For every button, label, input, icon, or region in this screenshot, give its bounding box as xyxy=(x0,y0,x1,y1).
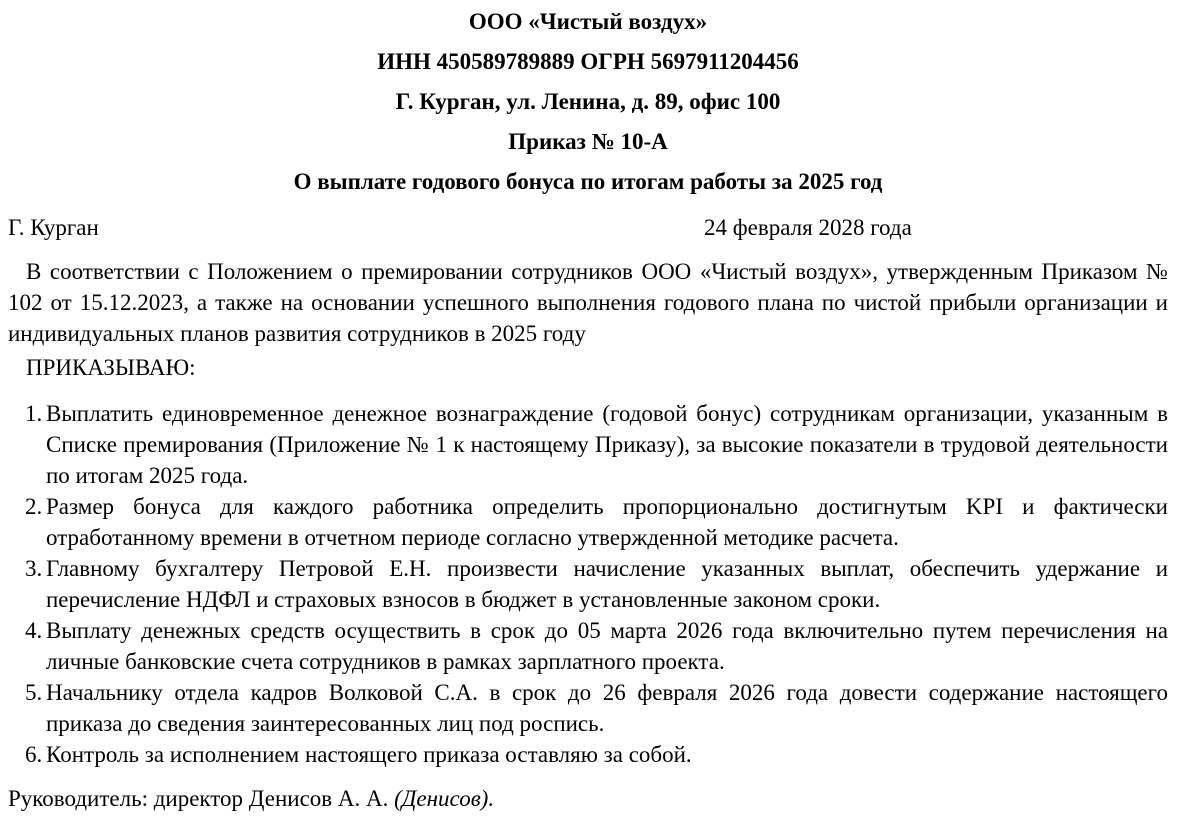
company-address: Г. Курган, ул. Ленина, д. 89, офис 100 xyxy=(395,89,781,114)
order-number: Приказ № 10-А xyxy=(508,129,668,154)
signature-line xyxy=(8,783,1168,814)
order-item-6: Контроль за исполнением настоящего приказа оставляю за собой. xyxy=(46,742,692,767)
preamble-paragraph: В соответствии с Положением о премировании сотрудников ООО «Чистый воздух», утвержденным Приказом № 102 от 15.12.2023, а также на основании успешного выполнения годового плана по чистой прибыли организации и индивидуальных планов развития сотрудников в 2025 году xyxy=(8,259,1168,346)
directive-heading: ПРИКАЗЫВАЮ: xyxy=(26,355,196,380)
order-item-5: Начальнику отдела кадров Волковой С.А. в срок до 26 февраля 2026 года довести содержание настоящего приказа до сведения заинтересованных лиц под роспись. xyxy=(46,680,1168,736)
place-date-row xyxy=(8,212,1168,244)
company-registration: ИНН 450589789889 ОГРН 5697911204456 xyxy=(377,49,799,74)
order-item-2: Размер бонуса для каждого работника определить пропорционально достигнутым KPI и фактически отработанному времени в отчетном периоде согласно утвержденной методике расчета. xyxy=(46,494,1168,550)
signature-prefix: Руководитель: директор Денисов А. А. xyxy=(8,786,389,811)
company-name: ООО «Чистый воздух» xyxy=(468,9,708,34)
order-item-1: Выплатить единовременное денежное вознаграждение (годовой бонус) сотрудникам организации, указанным в Списке премирования (Приложение № 1 к настоящему Приказу), за высокие показатели в трудовой деятельности по итогам 2025 года. xyxy=(46,401,1168,488)
place-city: Г. Курган xyxy=(8,215,99,240)
order-item-3: Главному бухгалтеру Петровой Е.Н. произвести начисление указанных выплат, обеспечить удержание и перечисление НДФЛ и страховых взносов в бюджет в установленные законом сроки. xyxy=(46,556,1168,612)
order-subject: О выплате годового бонуса по итогам работы за 2025 год xyxy=(293,169,883,194)
order-date: 24 февраля 2028 года xyxy=(704,215,912,240)
order-item-4: Выплату денежных средств осуществить в срок до 05 марта 2026 года включительно путем перечисления на личные банковские счета сотрудников в рамках зарплатного проекта. xyxy=(46,618,1168,674)
signature-name-italic: (Денисов). xyxy=(394,786,495,811)
order-items-list xyxy=(8,398,1168,770)
letterhead xyxy=(8,2,1168,202)
